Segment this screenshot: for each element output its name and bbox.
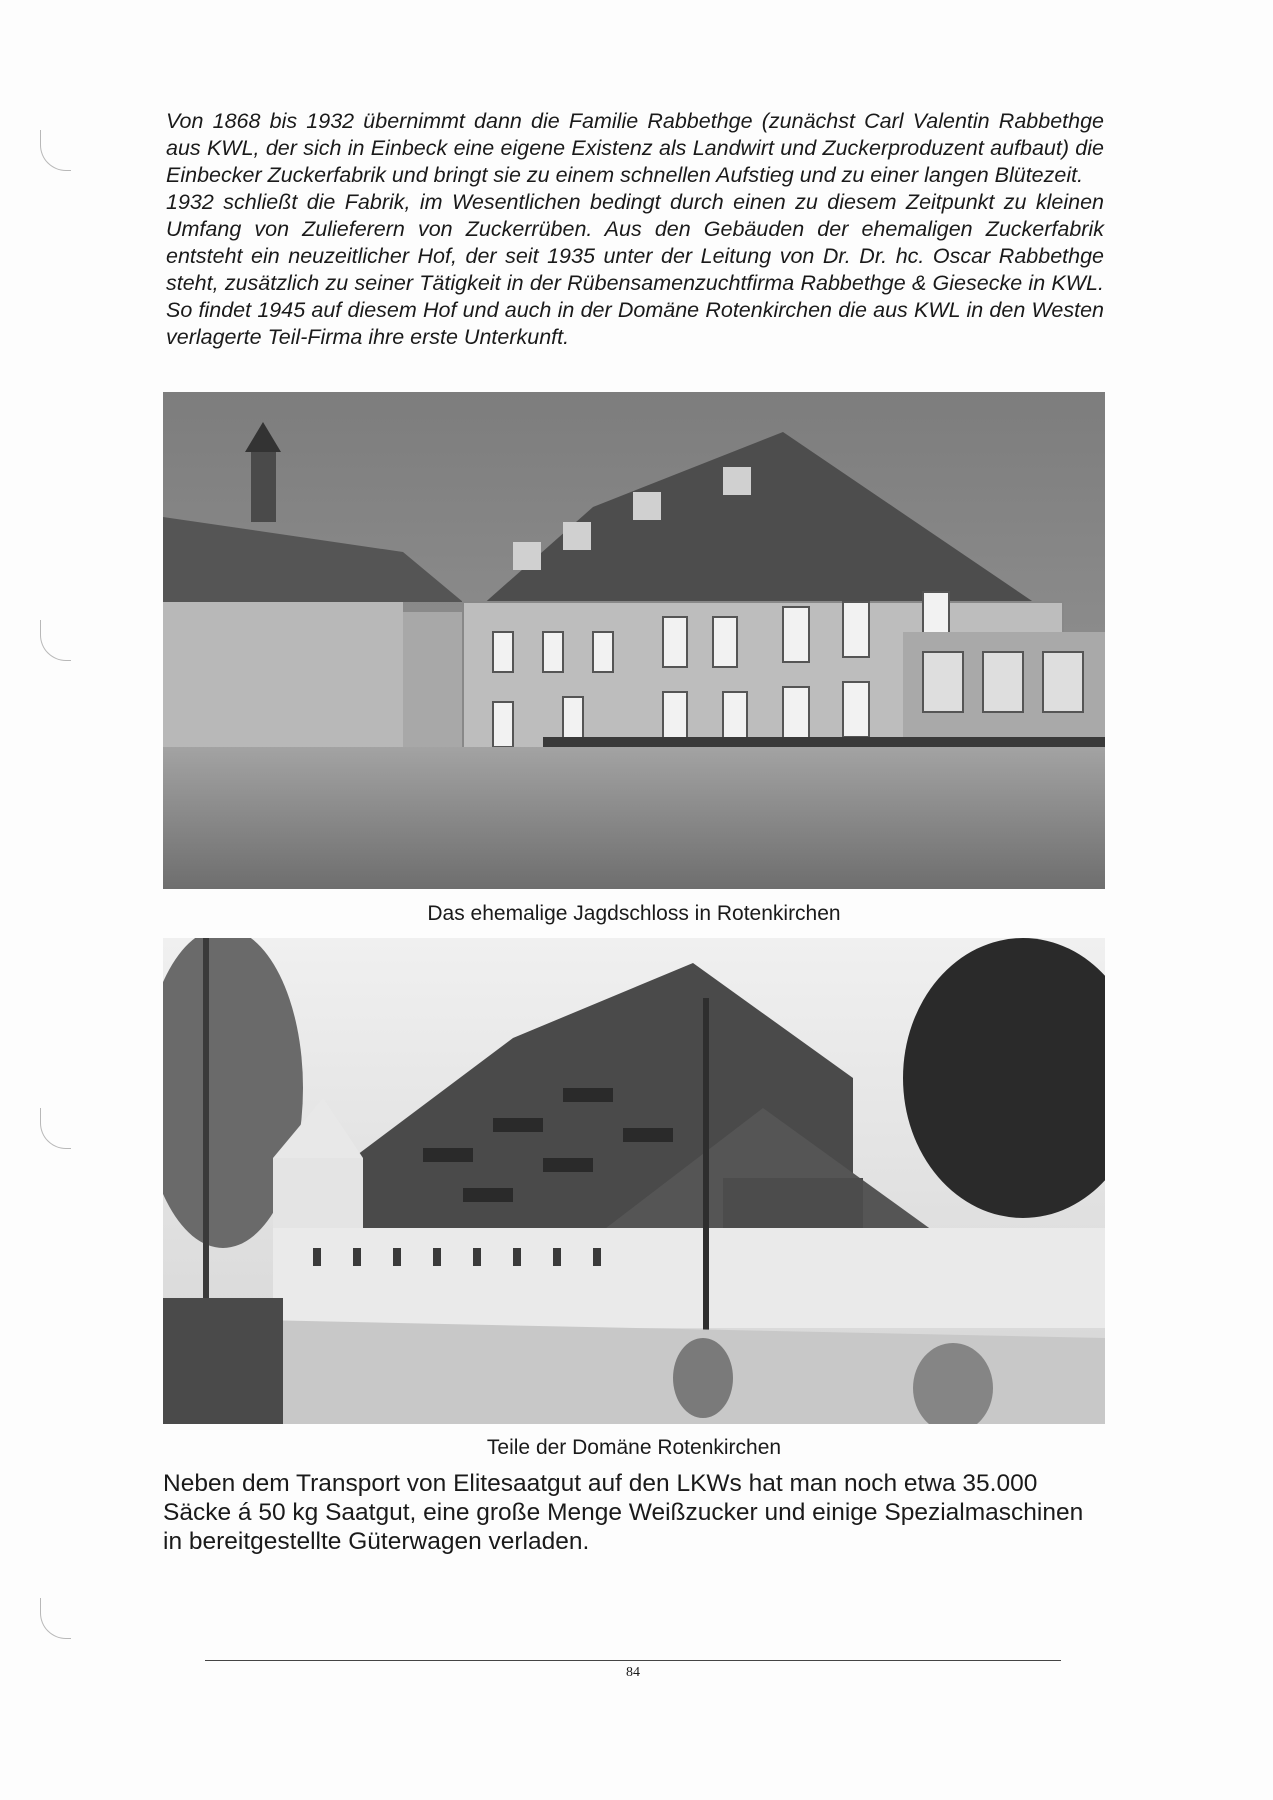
domaene-image (163, 938, 1105, 1424)
caption-domaene: Teile der Domäne Rotenkirchen (486, 1436, 782, 1459)
intro-text (166, 108, 1104, 351)
page-number: 84 (626, 1665, 640, 1680)
photo-domaene (163, 938, 1105, 1424)
punch-hole-mark (40, 1598, 71, 1639)
footer-rule (205, 1660, 1061, 1661)
paragraph-transport: Neben dem Transport von Elitesaatgut auf den LKWs hat man noch etwa 35.000 Säcke á 50 kg Saatgut, eine große Menge Weißzucker und einige Spezialmaschinen in bereitgestellte Güterwagen verladen. (163, 1470, 1084, 1555)
punch-hole-mark (40, 130, 71, 171)
photo-jagdschloss (163, 392, 1105, 889)
paragraph-history: Von 1868 bis 1932 übernimmt dann die Familie Rabbethge (zunächst Carl Valentin Rabbethge aus KWL, der sich in Einbeck eine eigene Existenz als Landwirt und Zuckerproduzent aufbaut) die Einbecker Zuckerfabrik und bringt sie zu einem schnellen Aufstieg und zu einer langen Blütezeit. (166, 109, 1104, 187)
caption-jagdschloss: Das ehemalige Jagdschloss in Rotenkirchen (427, 902, 841, 925)
jagdschloss-image (163, 392, 1105, 889)
punch-hole-mark (40, 620, 71, 661)
paragraph-factory-closure: 1932 schließt die Fabrik, im Wesentlichen bedingt durch einen zu diesem Zeitpunkt zu kleinen Umfang von Zulieferern von Zuckerrüben. Aus den Gebäuden der ehemaligen Zuckerfabrik entsteht ein neuzeitlicher Hof, der seit 1935 unter der Leitung von Dr. Dr. hc. Oscar Rabbethge steht, zusätzlich zu seiner Tätigkeit in der Rübensamenzuchtfirma Rabbethge & Giesecke in KWL. So findet 1945 auf diesem Hof und auch in der Domäne Rotenkirchen die aus KWL in den Westen verlagerte Teil-Firma ihre erste Unterkunft. (166, 190, 1104, 349)
punch-hole-mark (40, 1108, 71, 1149)
